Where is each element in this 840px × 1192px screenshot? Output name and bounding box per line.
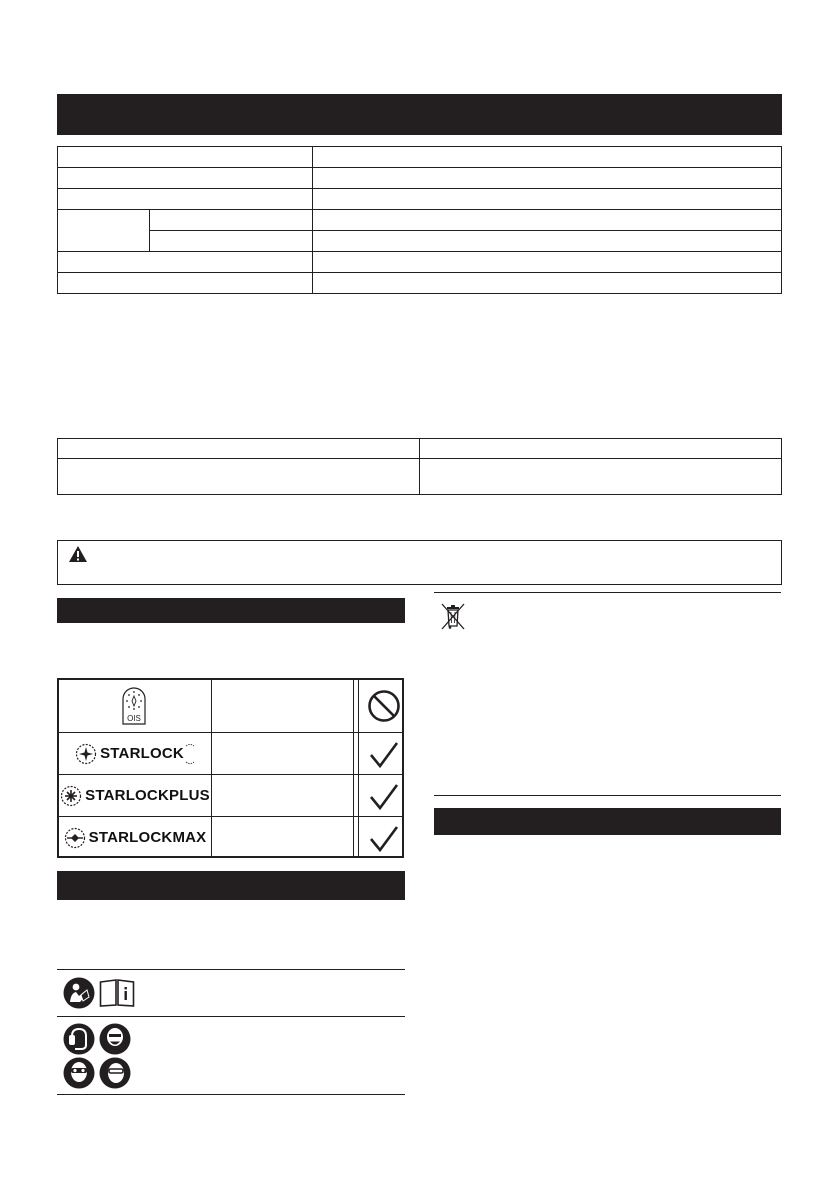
table-row: [58, 147, 782, 168]
crossed-bin-icon: [438, 601, 468, 631]
symbol-row-read-manual: [57, 970, 405, 1016]
ois-icon: [121, 686, 147, 726]
dust-mask-icon: [99, 1023, 131, 1055]
table-row: [58, 231, 782, 252]
starlock-plus-icon: [60, 785, 82, 807]
max-suffix: MAX: [172, 829, 207, 846]
divider: [434, 592, 781, 593]
read-manual-icon: [63, 977, 95, 1009]
symbols-section-bar: [57, 871, 405, 900]
accessories-table: [57, 678, 404, 858]
checkmark-icon: [369, 825, 399, 853]
plus-suffix: PLUS: [169, 787, 210, 804]
symbol-row-protective-equipment: [57, 1017, 405, 1093]
table-row: [58, 252, 782, 273]
instruction-book-icon: [99, 979, 135, 1007]
table-row: [58, 459, 782, 495]
secondary-table: [57, 438, 782, 495]
starlock-max-icon: [64, 827, 86, 849]
accessory-row-ois: [59, 680, 211, 732]
ois-label: OIS: [127, 714, 141, 723]
divider: [57, 1094, 405, 1095]
accessory-row-starlock: [59, 733, 211, 774]
right-section-bar: [434, 808, 781, 835]
warning-triangle-icon: [68, 545, 88, 563]
warning-box: [57, 540, 782, 585]
eye-protection-icon: [63, 1057, 95, 1089]
safety-glasses-icon: [99, 1057, 131, 1089]
hearing-protection-icon: [63, 1023, 95, 1055]
checkmark-icon: [369, 783, 399, 811]
starlock-label: STARLOCK: [100, 745, 184, 762]
table-row: [58, 273, 782, 294]
accessory-row-starlock-max: [59, 817, 211, 858]
table-row: [58, 189, 782, 210]
accessory-row-starlock-plus: [59, 775, 211, 816]
starlock-max-label: STARLOCK: [88, 829, 173, 846]
checkmark-icon: [369, 741, 399, 769]
starlock-icon: [75, 743, 97, 765]
table-row: [58, 210, 782, 231]
divider: [434, 795, 781, 796]
table-row: [58, 168, 782, 189]
starlock-plus-label: STARLOCK: [85, 787, 169, 804]
table-row: [58, 439, 782, 459]
prohibited-icon: [367, 689, 401, 723]
accessories-section-bar: [57, 598, 405, 623]
specifications-title-bar: [57, 94, 782, 135]
specifications-table: [57, 146, 782, 294]
